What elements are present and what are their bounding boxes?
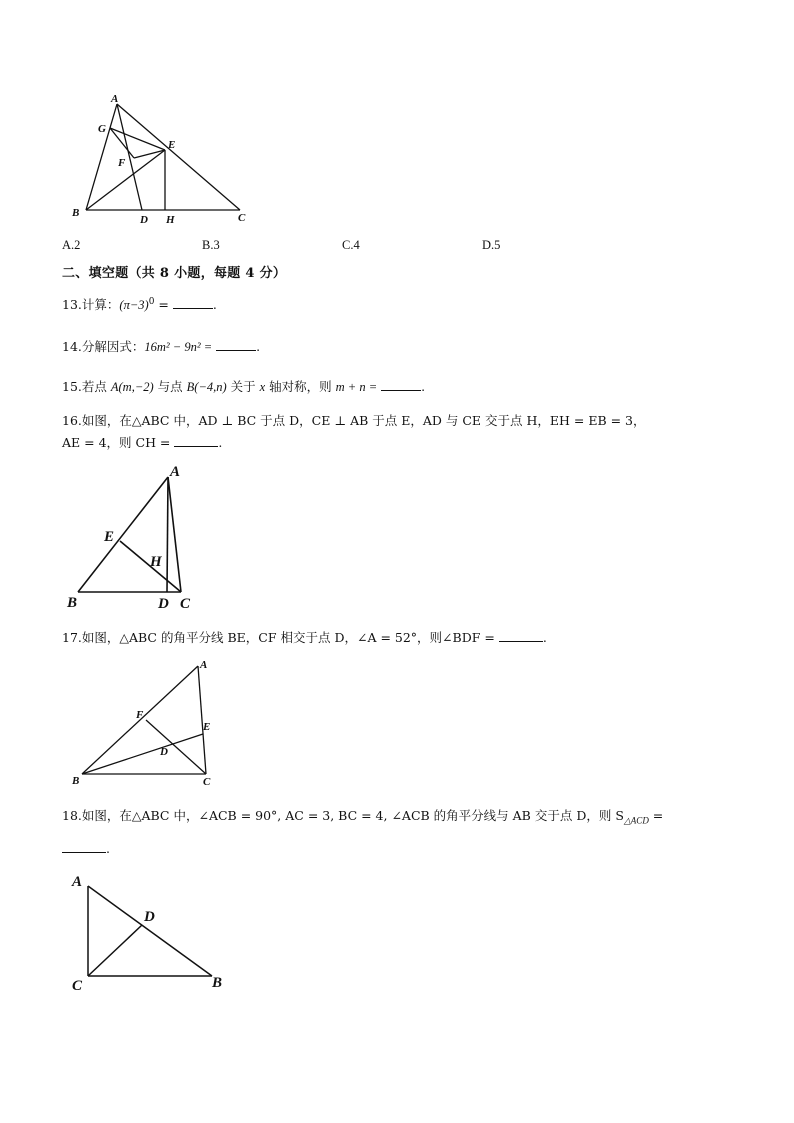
choice-d: D.5 [482, 238, 501, 252]
label-d: D [140, 214, 148, 226]
figure-q17 [62, 654, 222, 790]
question-16-line-1: 16.如图，在△ABC 中，AD ⊥ BC 于点 D，CE ⊥ AB 于点 E，AD 与 CE 交于点 H，EH = EB = 3， [62, 413, 646, 428]
answer-choices [62, 238, 662, 256]
label-c: C [180, 596, 191, 612]
answer-blank-13[interactable] [173, 296, 213, 309]
label-f: F [118, 157, 126, 169]
label-c: C [238, 212, 246, 224]
label-a: A [170, 464, 181, 480]
label-a: A [111, 93, 119, 105]
question-13: 13.计算：$(\pi-3)^0$ = . [62, 297, 217, 313]
label-c: C [72, 978, 83, 994]
question-14: 14.分解因式：16m² − 9n² = . [62, 339, 261, 354]
label-e: E [203, 721, 211, 733]
section-title: 二、填空题（共 8 小题，每题 4 分） [62, 266, 287, 281]
answer-blank-14[interactable] [216, 338, 256, 351]
answer-blank-15[interactable] [381, 378, 421, 391]
question-15: 15.若点 A(m,−2) 与点 B(−4,n) 关于 x 轴对称，则 m + n = . [62, 379, 426, 394]
question-18: 18.如图，在△ABC 中，∠ACB = 90°, AC = 3, BC = 4, ∠ACB 的角平分线与 AB 交于点 D，则 $S_{\triangle ACD}$ = [62, 808, 664, 826]
choice-c: C.4 [342, 238, 360, 252]
choice-b: B.3 [202, 238, 220, 252]
label-b: B [212, 975, 223, 991]
question-16-line-2: AE = 4，则 CH = . [62, 435, 223, 450]
label-g: G [98, 123, 106, 135]
label-d: D [144, 909, 155, 925]
question-16 [62, 410, 646, 454]
label-d: D [160, 746, 168, 758]
label-d: D [158, 596, 169, 612]
figure-q18 [62, 866, 242, 998]
figure-q16 [62, 462, 212, 614]
label-a: A [72, 874, 83, 890]
label-h: H [166, 214, 175, 226]
answer-blank-17[interactable] [499, 629, 543, 642]
label-c: C [203, 776, 211, 788]
label-b: B [67, 595, 78, 611]
choice-a: A.2 [62, 238, 81, 252]
answer-blank-18[interactable] [62, 840, 106, 853]
question-17: 17.如图，△ABC 的角平分线 BE，CF 相交于点 D，∠A = 52°，则∠BDF = . [62, 630, 547, 645]
label-h: H [150, 554, 162, 570]
answer-blank-16[interactable] [174, 434, 218, 447]
label-a: A [200, 659, 208, 671]
label-e: E [104, 529, 115, 545]
label-f: F [136, 709, 144, 721]
label-e: E [168, 139, 176, 151]
question-18-answer: . [62, 838, 110, 860]
figure-q12 [62, 88, 262, 228]
label-b: B [72, 775, 80, 787]
label-b: B [72, 207, 80, 219]
